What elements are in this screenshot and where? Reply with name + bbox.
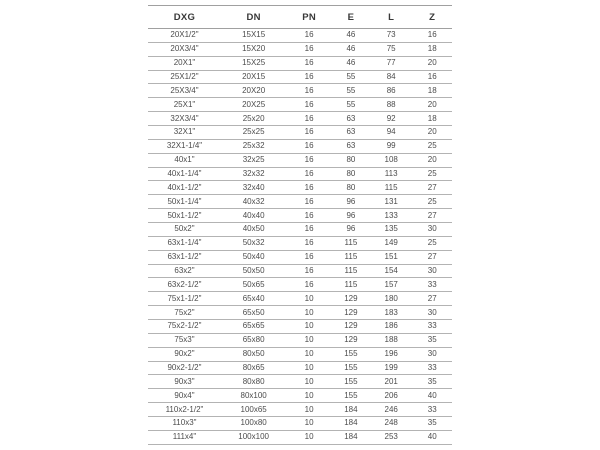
table-row (148, 236, 452, 250)
table-cell: 33 (412, 361, 452, 375)
table-cell: 10 (286, 361, 332, 375)
table-cell: 80x65 (221, 361, 286, 375)
table-cell: 16 (286, 209, 332, 223)
table-cell: 100x65 (221, 403, 286, 417)
table-cell: 25x32 (221, 139, 286, 153)
table-row (148, 112, 452, 126)
table-cell: 184 (332, 430, 370, 444)
column-header-dxg: DXG (148, 6, 221, 29)
table-cell: 186 (370, 320, 413, 334)
table-cell: 10 (286, 347, 332, 361)
table-cell: 25x20 (221, 112, 286, 126)
table-cell: 10 (286, 403, 332, 417)
table-cell: 50x40 (221, 250, 286, 264)
header-row (148, 6, 452, 29)
table-row (148, 250, 452, 264)
table-row (148, 320, 452, 334)
table-cell: 40 (412, 389, 452, 403)
table-cell: 16 (286, 195, 332, 209)
table-cell: 115 (332, 278, 370, 292)
table-cell: 75x1-1/2" (148, 292, 221, 306)
column-header-pn: PN (286, 6, 332, 29)
column-header-dn: DN (221, 6, 286, 29)
table-row (148, 42, 452, 56)
table-cell: 90x4" (148, 389, 221, 403)
table-cell: 18 (412, 42, 452, 56)
table-cell: 46 (332, 29, 370, 43)
table-cell: 50x1-1/2" (148, 209, 221, 223)
table-row (148, 126, 452, 140)
table-cell: 129 (332, 333, 370, 347)
table-cell: 100x100 (221, 430, 286, 444)
table-cell: 63 (332, 112, 370, 126)
table-cell: 196 (370, 347, 413, 361)
table-cell: 20 (412, 98, 452, 112)
table-cell: 27 (412, 292, 452, 306)
table-cell: 135 (370, 223, 413, 237)
table-cell: 16 (286, 126, 332, 140)
table-cell: 40x1-1/2" (148, 181, 221, 195)
table-cell: 88 (370, 98, 413, 112)
table-cell: 46 (332, 42, 370, 56)
table-cell: 20X15 (221, 70, 286, 84)
table-cell: 32X3/4" (148, 112, 221, 126)
table-cell: 149 (370, 236, 413, 250)
column-header-z: Z (412, 6, 452, 29)
table-cell: 16 (286, 167, 332, 181)
table-cell: 25 (412, 139, 452, 153)
table-cell: 188 (370, 333, 413, 347)
table-cell: 35 (412, 333, 452, 347)
table-row (148, 306, 452, 320)
table-cell: 80x50 (221, 347, 286, 361)
table-cell: 20X25 (221, 98, 286, 112)
table-cell: 99 (370, 139, 413, 153)
table-cell: 86 (370, 84, 413, 98)
table-cell: 131 (370, 195, 413, 209)
table-cell: 35 (412, 375, 452, 389)
table-cell: 63x2" (148, 264, 221, 278)
table-cell: 25 (412, 236, 452, 250)
table-cell: 155 (332, 361, 370, 375)
table-cell: 96 (332, 195, 370, 209)
table-cell: 129 (332, 320, 370, 334)
table-cell: 115 (332, 250, 370, 264)
table-cell: 33 (412, 278, 452, 292)
table-cell: 40x40 (221, 209, 286, 223)
table-cell: 157 (370, 278, 413, 292)
table-cell: 155 (332, 347, 370, 361)
table-cell: 90x2-1/2" (148, 361, 221, 375)
table-cell: 201 (370, 375, 413, 389)
column-header-l: L (370, 6, 413, 29)
table-cell: 184 (332, 417, 370, 431)
dimension-spec-table (148, 5, 452, 445)
table-cell: 115 (370, 181, 413, 195)
table-cell: 111x4" (148, 430, 221, 444)
table-cell: 50x2" (148, 223, 221, 237)
table-cell: 129 (332, 292, 370, 306)
table-cell: 25x25 (221, 126, 286, 140)
table-cell: 110x2-1/2" (148, 403, 221, 417)
table-cell: 16 (286, 112, 332, 126)
table-cell: 32x25 (221, 153, 286, 167)
table-cell: 84 (370, 70, 413, 84)
table-cell: 16 (412, 29, 452, 43)
table-cell: 30 (412, 264, 452, 278)
table-cell: 33 (412, 320, 452, 334)
table-cell: 65x80 (221, 333, 286, 347)
table-cell: 55 (332, 84, 370, 98)
table-cell: 10 (286, 333, 332, 347)
table-cell: 115 (332, 236, 370, 250)
table-row (148, 430, 452, 444)
table-cell: 35 (412, 417, 452, 431)
table-row (148, 389, 452, 403)
table-cell: 50x32 (221, 236, 286, 250)
table-row (148, 292, 452, 306)
table-row (148, 195, 452, 209)
table-cell: 55 (332, 70, 370, 84)
table-cell: 20X1" (148, 56, 221, 70)
table-cell: 80 (332, 153, 370, 167)
table-cell: 10 (286, 320, 332, 334)
table-cell: 16 (286, 181, 332, 195)
table-cell: 133 (370, 209, 413, 223)
table-cell: 16 (286, 70, 332, 84)
table-cell: 63 (332, 126, 370, 140)
table-cell: 100x80 (221, 417, 286, 431)
table-cell: 27 (412, 181, 452, 195)
table-cell: 199 (370, 361, 413, 375)
table-cell: 80x80 (221, 375, 286, 389)
table-cell: 63x2-1/2" (148, 278, 221, 292)
table-cell: 50x50 (221, 264, 286, 278)
table-cell: 73 (370, 29, 413, 43)
table-row (148, 361, 452, 375)
table-cell: 18 (412, 112, 452, 126)
table-cell: 16 (286, 84, 332, 98)
table-cell: 30 (412, 347, 452, 361)
table-cell: 65x40 (221, 292, 286, 306)
table-cell: 16 (286, 153, 332, 167)
table-row (148, 417, 452, 431)
table-cell: 27 (412, 250, 452, 264)
table-cell: 50x65 (221, 278, 286, 292)
table-cell: 32x32 (221, 167, 286, 181)
table-cell: 20 (412, 56, 452, 70)
table-row (148, 333, 452, 347)
table-cell: 40x32 (221, 195, 286, 209)
table-cell: 10 (286, 389, 332, 403)
table-cell: 96 (332, 223, 370, 237)
table-cell: 96 (332, 209, 370, 223)
table-cell: 80x100 (221, 389, 286, 403)
table-cell: 32X1" (148, 126, 221, 140)
table-cell: 75x3" (148, 333, 221, 347)
table-cell: 16 (286, 98, 332, 112)
table-body (148, 29, 452, 445)
table-cell: 16 (286, 236, 332, 250)
table-cell: 63x1-1/2" (148, 250, 221, 264)
table-cell: 10 (286, 292, 332, 306)
table-cell: 15X20 (221, 42, 286, 56)
table-cell: 75 (370, 42, 413, 56)
table-cell: 94 (370, 126, 413, 140)
table-cell: 151 (370, 250, 413, 264)
table-cell: 75x2" (148, 306, 221, 320)
table-cell: 20 (412, 153, 452, 167)
table-cell: 184 (332, 403, 370, 417)
table-cell: 16 (286, 223, 332, 237)
table-cell: 20 (412, 126, 452, 140)
table-cell: 108 (370, 153, 413, 167)
table-cell: 80 (332, 167, 370, 181)
table-row (148, 347, 452, 361)
table-cell: 16 (286, 139, 332, 153)
table-cell: 75x2-1/2" (148, 320, 221, 334)
table-cell: 183 (370, 306, 413, 320)
table-row (148, 70, 452, 84)
table-cell: 92 (370, 112, 413, 126)
table-cell: 20X20 (221, 84, 286, 98)
table-cell: 25X3/4" (148, 84, 221, 98)
table-cell: 155 (332, 375, 370, 389)
table-row (148, 167, 452, 181)
table-cell: 180 (370, 292, 413, 306)
table-cell: 40x1" (148, 153, 221, 167)
table-cell: 33 (412, 403, 452, 417)
table-cell: 113 (370, 167, 413, 181)
table-cell: 46 (332, 56, 370, 70)
table-cell: 55 (332, 98, 370, 112)
table-cell: 50x1-1/4" (148, 195, 221, 209)
table-cell: 25X1" (148, 98, 221, 112)
table-cell: 154 (370, 264, 413, 278)
column-header-e: E (332, 6, 370, 29)
table-cell: 16 (286, 250, 332, 264)
table-row (148, 56, 452, 70)
table-cell: 77 (370, 56, 413, 70)
table-cell: 246 (370, 403, 413, 417)
table-cell: 40 (412, 430, 452, 444)
table-cell: 27 (412, 209, 452, 223)
table-cell: 16 (286, 29, 332, 43)
table-cell: 65x65 (221, 320, 286, 334)
table-cell: 16 (286, 42, 332, 56)
table-row (148, 209, 452, 223)
table-cell: 16 (286, 264, 332, 278)
table-row (148, 278, 452, 292)
table-cell: 25X1/2" (148, 70, 221, 84)
table-cell: 90x2" (148, 347, 221, 361)
table-cell: 248 (370, 417, 413, 431)
table-row (148, 223, 452, 237)
table-cell: 32X1-1/4" (148, 139, 221, 153)
table-cell: 15X25 (221, 56, 286, 70)
table-cell: 25 (412, 167, 452, 181)
table-row (148, 264, 452, 278)
table-cell: 65x50 (221, 306, 286, 320)
table-cell: 30 (412, 306, 452, 320)
table-cell: 10 (286, 417, 332, 431)
table-cell: 63x1-1/4" (148, 236, 221, 250)
table-row (148, 375, 452, 389)
table-cell: 155 (332, 389, 370, 403)
table-cell: 10 (286, 375, 332, 389)
table-cell: 129 (332, 306, 370, 320)
table-cell: 115 (332, 264, 370, 278)
table-cell: 16 (412, 70, 452, 84)
table-row (148, 84, 452, 98)
table-cell: 253 (370, 430, 413, 444)
table-cell: 63 (332, 139, 370, 153)
table-row (148, 153, 452, 167)
table-cell: 90x3" (148, 375, 221, 389)
table-cell: 20X1/2" (148, 29, 221, 43)
table-cell: 10 (286, 430, 332, 444)
table-cell: 206 (370, 389, 413, 403)
table-cell: 25 (412, 195, 452, 209)
table-cell: 32x40 (221, 181, 286, 195)
table-row (148, 29, 452, 43)
table-cell: 18 (412, 84, 452, 98)
table-cell: 15X15 (221, 29, 286, 43)
table-cell: 10 (286, 306, 332, 320)
table-cell: 80 (332, 181, 370, 195)
table-row (148, 139, 452, 153)
table-cell: 40x1-1/4" (148, 167, 221, 181)
table-row (148, 98, 452, 112)
table-cell: 40x50 (221, 223, 286, 237)
table-cell: 110x3" (148, 417, 221, 431)
table-cell: 20X3/4" (148, 42, 221, 56)
table-row (148, 403, 452, 417)
table-cell: 16 (286, 56, 332, 70)
table-row (148, 181, 452, 195)
table-cell: 16 (286, 278, 332, 292)
table-cell: 30 (412, 223, 452, 237)
